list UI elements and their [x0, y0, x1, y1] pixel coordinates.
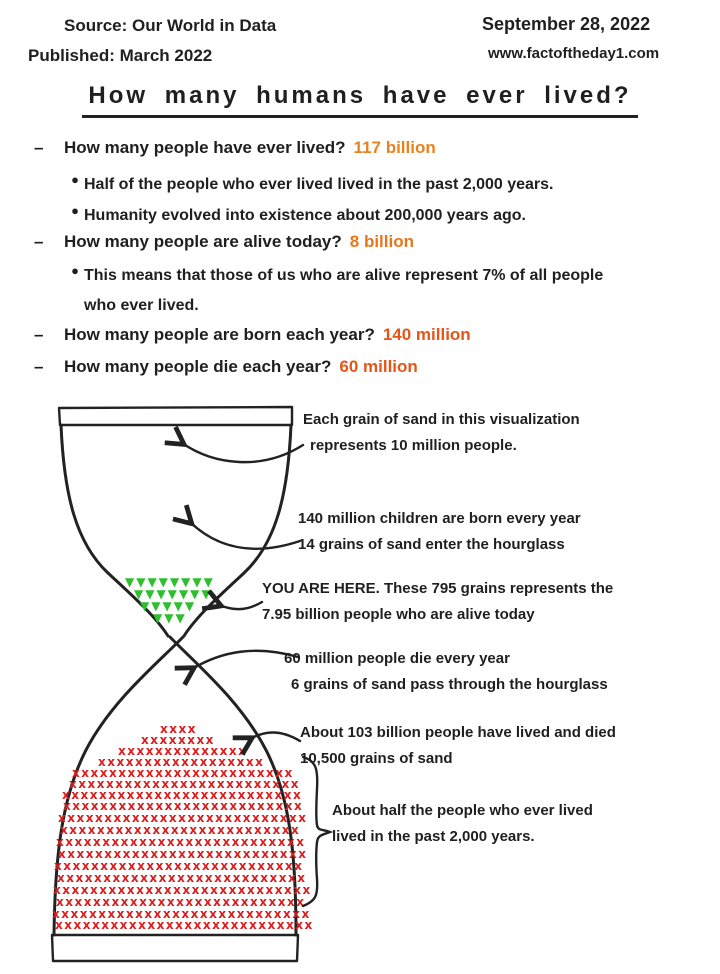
svg-text:xxxxxxxxxxxxxxxxxxxxxxxxxx: xxxxxxxxxxxxxxxxxxxxxxxxxx	[62, 788, 303, 802]
svg-text:xxxxxxxxxxxxxx: xxxxxxxxxxxxxx	[118, 744, 248, 758]
qa-die-each-year	[32, 357, 418, 377]
answer-text: 60 million	[339, 357, 418, 376]
svg-text:xxxxxxxxxxxxxxxxxxxxxxxxxxxx: xxxxxxxxxxxxxxxxxxxxxxxxxxxx	[53, 883, 312, 897]
published-label: Published: March 2022	[28, 46, 213, 65]
qa-ever-lived	[32, 138, 436, 158]
answer-text: 140 million	[382, 325, 471, 344]
qa-sub-seven-percent: ● This means that those of us who are alive represent 7% of all people who ever lived.	[66, 261, 632, 321]
svg-text:xxxxxxxx: xxxxxxxx	[141, 733, 215, 747]
hourglass-base	[52, 935, 298, 961]
qa-sub-humanity-evolved: ● Humanity evolved into existence about 200,000 years ago.	[66, 201, 526, 231]
svg-text:▼▼▼▼▼▼▼▼: ▼▼▼▼▼▼▼▼	[125, 575, 215, 589]
svg-text:xxxxxxxxxxxxxxxxxxxxxxxxxxx: xxxxxxxxxxxxxxxxxxxxxxxxxxx	[57, 871, 307, 885]
question-text: How many people die each year?	[64, 357, 332, 376]
svg-text:xxxxxxxxxxxxxxxxxxxxxxxxxxx: xxxxxxxxxxxxxxxxxxxxxxxxxxx	[56, 895, 306, 909]
date-label: September 28, 2022	[482, 14, 651, 34]
annotation-half-lived: About half the people who ever lived lived in the past 2,000 years.	[332, 802, 593, 845]
question-text: How many people are born each year?	[64, 325, 375, 344]
source-label: Source: Our World in Data	[64, 16, 277, 35]
svg-text:▼▼▼▼▼▼▼: ▼▼▼▼▼▼▼	[134, 587, 213, 601]
svg-text:xxxxxxxxxxxxxxxxxxxxxxxxxxx: xxxxxxxxxxxxxxxxxxxxxxxxxxx	[58, 811, 308, 825]
dash-bullet: –	[34, 357, 44, 376]
qa-sub-half-lived: ● Half of the people who ever lived lived in the past 2,000 years.	[66, 170, 554, 200]
annotation-deaths: 60 million people die every year 6 grains of sand pass through the hourglass	[284, 650, 608, 693]
hourglass-top-lip	[59, 407, 292, 425]
svg-text:xxxx: xxxx	[160, 722, 197, 736]
svg-text:xxxxxxxxxxxxxxxxxxxxxxxxxxxx: xxxxxxxxxxxxxxxxxxxxxxxxxxxx	[52, 907, 311, 921]
question-text: How many people are alive today?	[64, 232, 342, 251]
svg-text:xxxxxxxxxxxxxxxxxxxxxxxxxx: xxxxxxxxxxxxxxxxxxxxxxxxxx	[60, 823, 301, 837]
svg-text:xxxxxxxxxxxxxxxxxxxxxxxxx: xxxxxxxxxxxxxxxxxxxxxxxxx	[69, 777, 301, 791]
question-text: How many people have ever lived?	[64, 138, 346, 157]
arrow-grain	[182, 443, 303, 462]
svg-text:▼▼▼▼▼: ▼▼▼▼▼	[140, 599, 197, 613]
answer-text: 117 billion	[353, 138, 436, 157]
qa-born-each-year	[32, 325, 471, 345]
dash-bullet: –	[34, 325, 44, 344]
annotation-lived-died: About 103 billion people have lived and died 10,500 grains of sand	[300, 724, 616, 767]
website-label: www.factoftheday1.com	[488, 45, 660, 62]
arrow-births	[190, 522, 300, 549]
svg-text:xxxxxxxxxxxxxxxxxxxxxxxxxxx: xxxxxxxxxxxxxxxxxxxxxxxxxxx	[54, 859, 304, 873]
arrow-you-are-here	[219, 602, 262, 609]
svg-text:xxxxxxxxxxxxxxxxxxxxxxxxxxxx: xxxxxxxxxxxxxxxxxxxxxxxxxxxx	[55, 918, 314, 932]
dot-bullet: ●	[71, 263, 79, 278]
arrow-deaths	[192, 651, 298, 669]
svg-text:xxxxxxxxxxxxxxxxxxxxxxxxxxx: xxxxxxxxxxxxxxxxxxxxxxxxxxx	[58, 847, 308, 861]
svg-text:xxxxxxxxxxxxxxxxxx: xxxxxxxxxxxxxxxxxx	[98, 755, 265, 769]
dot-bullet: ●	[71, 203, 79, 218]
annotation-you-are-here: YOU ARE HERE. These 795 grains represents the 7.95 billion people who are alive today	[262, 580, 614, 623]
svg-text:▼▼▼: ▼▼▼	[153, 611, 187, 625]
dash-bullet: –	[34, 232, 44, 251]
annotation-grain: Each grain of sand in this visualization represents 10 million people.	[303, 411, 580, 454]
svg-text:xxxxxxxxxxxxxxxxxxxxxxxxxxx: xxxxxxxxxxxxxxxxxxxxxxxxxxx	[56, 835, 306, 849]
top-sand-green	[125, 575, 215, 625]
dash-bullet: –	[34, 138, 44, 157]
page-title: How many humans have ever lived?	[0, 82, 720, 118]
bottom-sand-red	[52, 722, 314, 932]
answer-text: 8 billion	[349, 232, 414, 251]
svg-text:xxxxxxxxxxxxxxxxxxxxxxxxxx: xxxxxxxxxxxxxxxxxxxxxxxxxx	[63, 799, 304, 813]
dot-bullet: ●	[71, 172, 79, 187]
annotation-births: 140 million children are born every year 14 grains of sand enter the hourglass	[298, 510, 581, 553]
svg-text:xxxxxxxxxxxxxxxxxxxxxxxx: xxxxxxxxxxxxxxxxxxxxxxxx	[72, 766, 294, 780]
qa-alive-today	[32, 232, 414, 252]
